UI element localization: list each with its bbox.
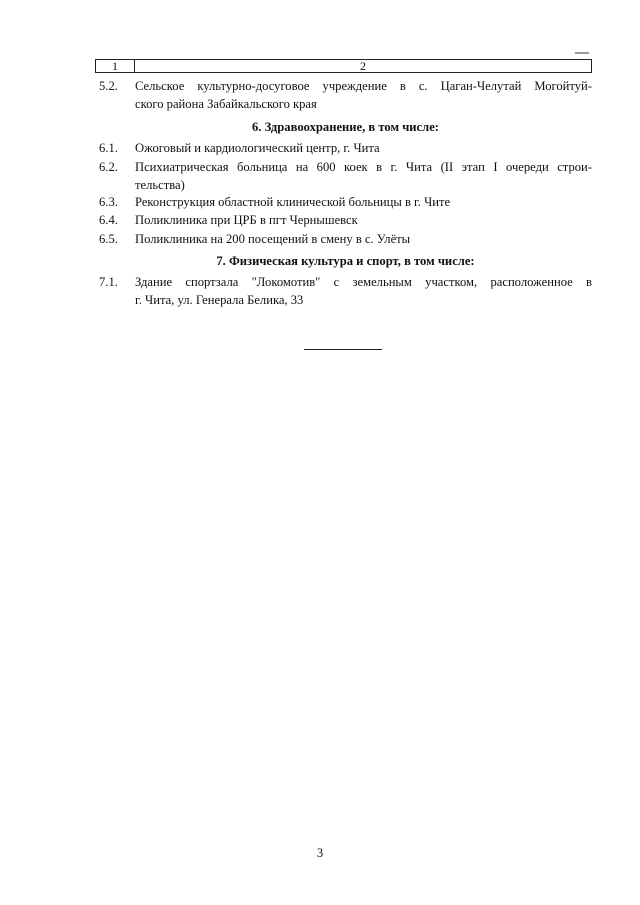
scan-artifact — [575, 52, 589, 54]
item-text-line: Здание спортзала "Локомотив" с земельным участком, расположенное в — [135, 275, 592, 289]
item-text — [135, 211, 592, 229]
item-number: 6.1. — [99, 141, 118, 155]
page-number: 3 — [316, 846, 324, 860]
table-header-col-2: 2 — [360, 59, 366, 73]
table-header-col-1: 1 — [96, 60, 135, 72]
item-number: 6.2. — [99, 160, 118, 174]
section-heading: 7. Физическая культура и спорт, в том числе: — [216, 254, 475, 268]
item-text-line: Поликлиника на 200 посещений в смену в с. Улёты — [135, 232, 411, 246]
item-text-line: Поликлиника при ЦРБ в пгт Чернышевск — [135, 213, 358, 227]
section-heading: 6. Здравоохранение, в том числе: — [252, 120, 439, 134]
end-divider — [304, 349, 382, 350]
item-text-line: Ожоговый и кардиологический центр, г. Чита — [135, 141, 380, 155]
item-number: 5.2. — [99, 79, 118, 93]
item-text-line: г. Чита, ул. Генерала Белика, 33 — [135, 293, 304, 307]
item-text — [135, 139, 592, 157]
item-number: 6.4. — [99, 213, 118, 227]
item-text-line: тельства) — [135, 178, 185, 192]
item-text-line: ского района Забайкальского края — [135, 97, 317, 111]
item-text-line: Реконструкция областной клинической больницы в г. Чите — [135, 195, 451, 209]
item-number: 6.3. — [99, 195, 118, 209]
table-header-row — [95, 59, 592, 73]
item-number: 6.5. — [99, 232, 118, 246]
item-text — [135, 77, 592, 113]
item-text — [135, 193, 592, 211]
item-number: 7.1. — [99, 275, 118, 289]
item-text-line: Сельское культурно-досуговое учреждение в с. Цаган-Челутай Могойтуй- — [135, 79, 592, 93]
item-text-line: Психиатрическая больница на 600 коек в г. Чита (II этап I очереди строи- — [135, 160, 592, 174]
item-text — [135, 273, 592, 309]
item-text — [135, 158, 592, 194]
item-text — [135, 230, 592, 248]
